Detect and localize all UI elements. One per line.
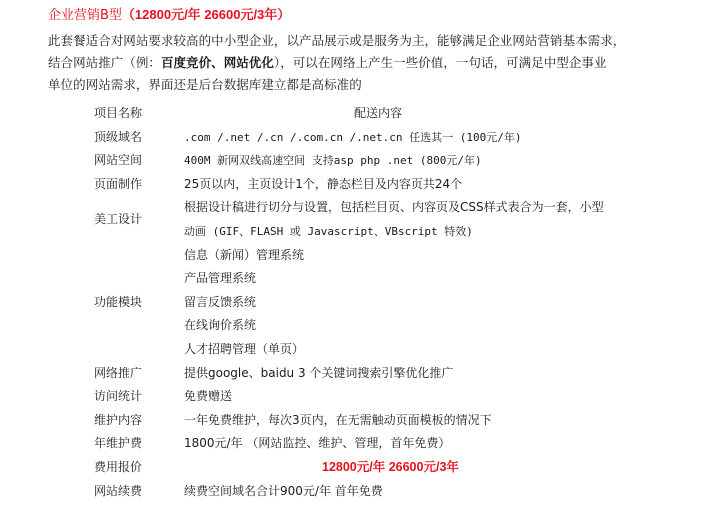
row-label: 美工设计 <box>94 212 143 227</box>
module-item: 在线询价系统 <box>184 318 257 333</box>
table-row-space <box>94 149 714 173</box>
row-label: 年维护费 <box>94 436 143 451</box>
package-name: 企业营销B型 <box>48 8 122 23</box>
table-row-design <box>94 196 714 243</box>
row-label: 顶级域名 <box>94 129 143 144</box>
header-content: 配送内容 <box>354 106 403 120</box>
table-row-pages <box>94 173 714 197</box>
row-label: 功能模块 <box>94 294 143 309</box>
row-label: 维护内容 <box>94 412 143 427</box>
table-row-maintenance <box>94 409 714 433</box>
design-line-2: 动画 (GIF、FLASH 或 Javascript、VBscript 特效) <box>184 224 473 238</box>
row-content: 25页以内，主页设计1个，静态栏目及内容页共24个 <box>184 176 463 191</box>
table-row-stats <box>94 385 714 409</box>
row-label: 费用报价 <box>94 459 143 474</box>
module-item: 产品管理系统 <box>184 271 257 286</box>
row-content: 续费空间域名合计900元/年 首年免费 <box>184 483 383 498</box>
row-label: 网站空间 <box>94 153 143 168</box>
row-content: 提供google、baidu 3 个关键词搜索引擎优化推广 <box>184 365 454 380</box>
module-item: 信息（新闻）管理系统 <box>184 247 305 262</box>
row-content <box>184 196 714 243</box>
row-content: 一年免费维护，每次3页内，在无需触动页面模板的情况下 <box>184 412 492 427</box>
table-row-promotion <box>94 362 714 386</box>
row-content: .com /.net /.cn /.com.cn /.net.cn 任选其一 (100元/年) <box>184 130 522 144</box>
row-content: 400M 新网双线高速空间 支持asp php .net (800元/年) <box>184 154 482 168</box>
row-content: 1800元/年 （网站监控、维护、管理，首年免费） <box>184 436 451 451</box>
row-content: 免费赠送 <box>184 389 233 404</box>
intro-highlight: 百度竞价、网站优化 <box>160 55 274 70</box>
table-row-domain <box>94 126 714 150</box>
table-row-quote <box>94 456 714 480</box>
package-intro <box>48 30 708 96</box>
table-header-row <box>94 102 714 126</box>
package-title <box>48 4 290 23</box>
package-price: （12800元/年 26600元/3年） <box>121 7 291 22</box>
row-label: 网络推广 <box>94 365 143 380</box>
intro-line-3: 单位的网站需求，界面还是后台数据库建立都是高标准的 <box>48 77 362 92</box>
module-item: 人才招聘管理（单页） <box>184 341 305 356</box>
module-item: 留言反馈系统 <box>184 294 257 309</box>
row-label: 访问统计 <box>94 389 143 404</box>
row-label: 网站续费 <box>94 483 143 498</box>
intro-line-2-end: ），可以在网络上产生一些价值，一句话，可满足中型企事业 <box>273 55 607 70</box>
design-line-1: 根据设计稿进行切分与设置，包括栏目页、内容页及CSS样式表合为一套，小型 <box>184 200 604 215</box>
table-row-annual-fee <box>94 432 714 456</box>
intro-line-1: 此套餐适合对网站要求较高的中小型企业，以产品展示或是服务为主，能够满足企业网站营销基本需求， <box>48 33 626 48</box>
table-row-renewal <box>94 480 714 504</box>
header-item-name: 项目名称 <box>94 106 143 120</box>
price-quote: 12800元/年 26600元/3年 <box>322 459 459 474</box>
row-label: 页面制作 <box>94 176 143 191</box>
table-row-modules <box>94 244 714 362</box>
intro-line-2 <box>48 52 708 74</box>
row-content <box>184 244 714 362</box>
package-details-table <box>94 102 714 503</box>
intro-line-2-start: 结合网站推广（例： <box>48 55 161 70</box>
